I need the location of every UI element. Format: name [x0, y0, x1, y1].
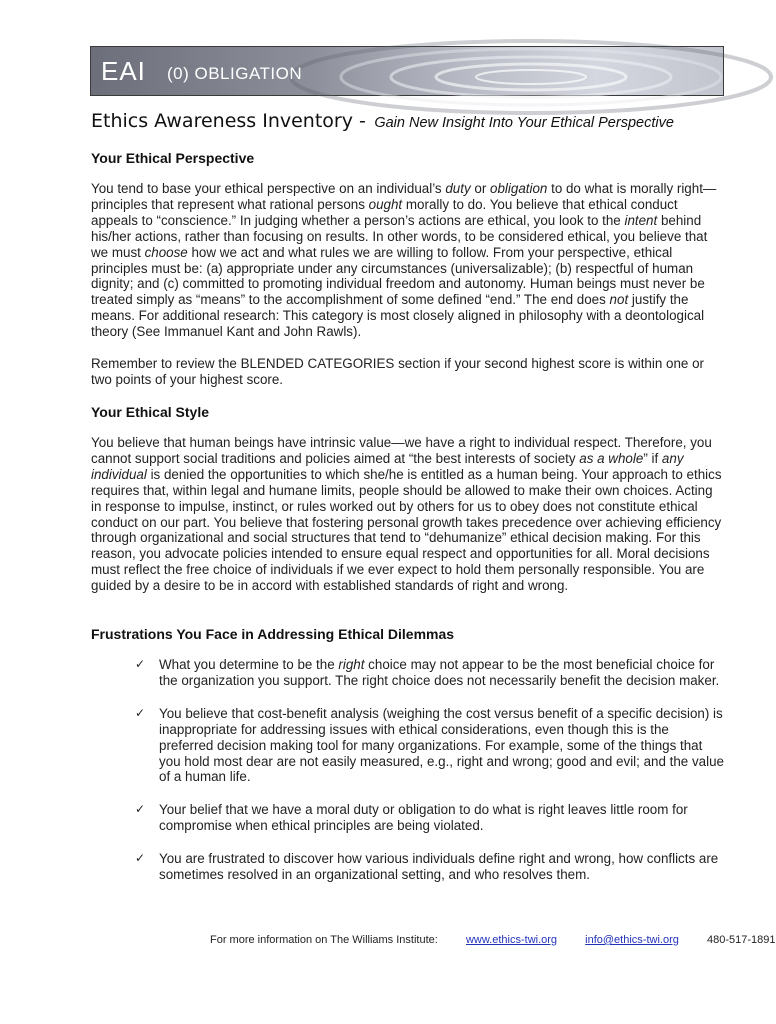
title-subtitle: Gain New Insight Into Your Ethical Perspective — [374, 115, 674, 131]
page-footer — [210, 934, 776, 946]
frustrations-section — [91, 626, 723, 642]
blended-note — [91, 356, 723, 388]
title-main: Ethics Awareness Inventory - — [91, 110, 366, 132]
style-paragraph: You believe that human beings have intrinsic value—we have a right to individual respect. Therefore, you cannot support social traditions and policies aimed at “the best interests of society as a whole” if any individual is denied the opportunities to which she/he is entitled as a human being. Your approach to ethics requires that, within legal and humane limits, people should be allowed to make their own choices. Acting in response to impulse, instinct, or rules worked out by others for us to obey does not constitute ethical conduct on our part. You believe that fostering personal growth takes precedence over achieving efficiency through organizational and social structures that tend to “dehumanize” ethical decision making. For this reason, you advocate policies intended to ensure equal respect and opportunities for all. Moral decisions must reflect the free choice of individuals if we ever expect to hold them personally responsible. You are guided by a desire to be in accord with established standards of right and wrong. — [91, 435, 722, 594]
list-item: ✓ You believe that cost-benefit analysis (weighing the cost versus benefit of a specific decision) is inappropriate for addressing issues with ethical considerations, even though this is the preferred decision making tool for many organizations. For example, some of the things that you hold most dear are not easily measured, e.g., right and wrong; good and evil; and the value of a human life. — [135, 705, 724, 785]
checkmark-icon: ✓ — [135, 802, 146, 817]
frustrations-heading: Frustrations You Face in Addressing Ethical Dilemmas — [91, 626, 455, 642]
list-item: ✓ You are frustrated to discover how various individuals define right and wrong, how conflicts are sometimes resolved in an organizational setting, and who resolves them. — [135, 851, 719, 883]
category-label: (0) OBLIGATION — [167, 64, 303, 83]
perspective-body — [91, 181, 723, 340]
header-banner — [90, 46, 724, 96]
style-section — [91, 404, 723, 420]
perspective-paragraph: You tend to base your ethical perspective on an individual’s duty or obligation to do what is morally right—principles that represent what rational persons ought morally to do. You believe that ethical conduct appeals to “conscience.” In judging whether a person’s actions are ethical, you look to the intent behind his/her actions, rather than focusing on results. In other words, to be considered ethical, you believe that we must choose how we act and what rules we are willing to follow. From your perspective, ethical principles must be: (a) appropriate under any circumstances (universalizable); (b) respectful of human dignity; and (c) committed to promoting individual freedom and autonomy. Human beings must never be treated simply as “means” to the accomplishment of some defined “end.” The end does not justify the means. For additional research: This category is most closely aligned in philosophy with a deontological theory (See Immanuel Kant and John Rawls). — [91, 181, 717, 340]
style-heading: Your Ethical Style — [91, 404, 209, 420]
list-item: ✓ Your belief that we have a moral duty or obligation to do what is right leaves little room for compromise when ethical principles are being violated. — [135, 802, 688, 834]
perspective-section — [91, 150, 723, 166]
frustrations-list — [135, 657, 725, 883]
checkmark-icon: ✓ — [135, 851, 146, 866]
eai-logo: EAI — [101, 56, 146, 86]
page-title — [91, 110, 674, 132]
frustrations-list-wrap — [135, 657, 725, 900]
phone-number: 480-517-1891 — [706, 934, 776, 946]
website-link[interactable]: www.ethics-twi.org — [465, 934, 558, 946]
email-link[interactable]: info@ethics-twi.org — [585, 934, 679, 946]
checkmark-icon: ✓ — [135, 705, 146, 720]
style-body — [91, 435, 723, 594]
list-item: ✓ What you determine to be the right choice may not appear to be the most beneficial choice for the organization you support. The right choice does not necessarily benefit the decision maker. — [135, 657, 720, 688]
perspective-heading: Your Ethical Perspective — [91, 150, 255, 166]
footer-label: For more information on The Williams Institute: — [210, 934, 438, 946]
blended-paragraph: Remember to review the BLENDED CATEGORIES section if your second highest score is within one or two points of your highest score. — [91, 356, 704, 387]
checkmark-icon: ✓ — [135, 657, 146, 671]
